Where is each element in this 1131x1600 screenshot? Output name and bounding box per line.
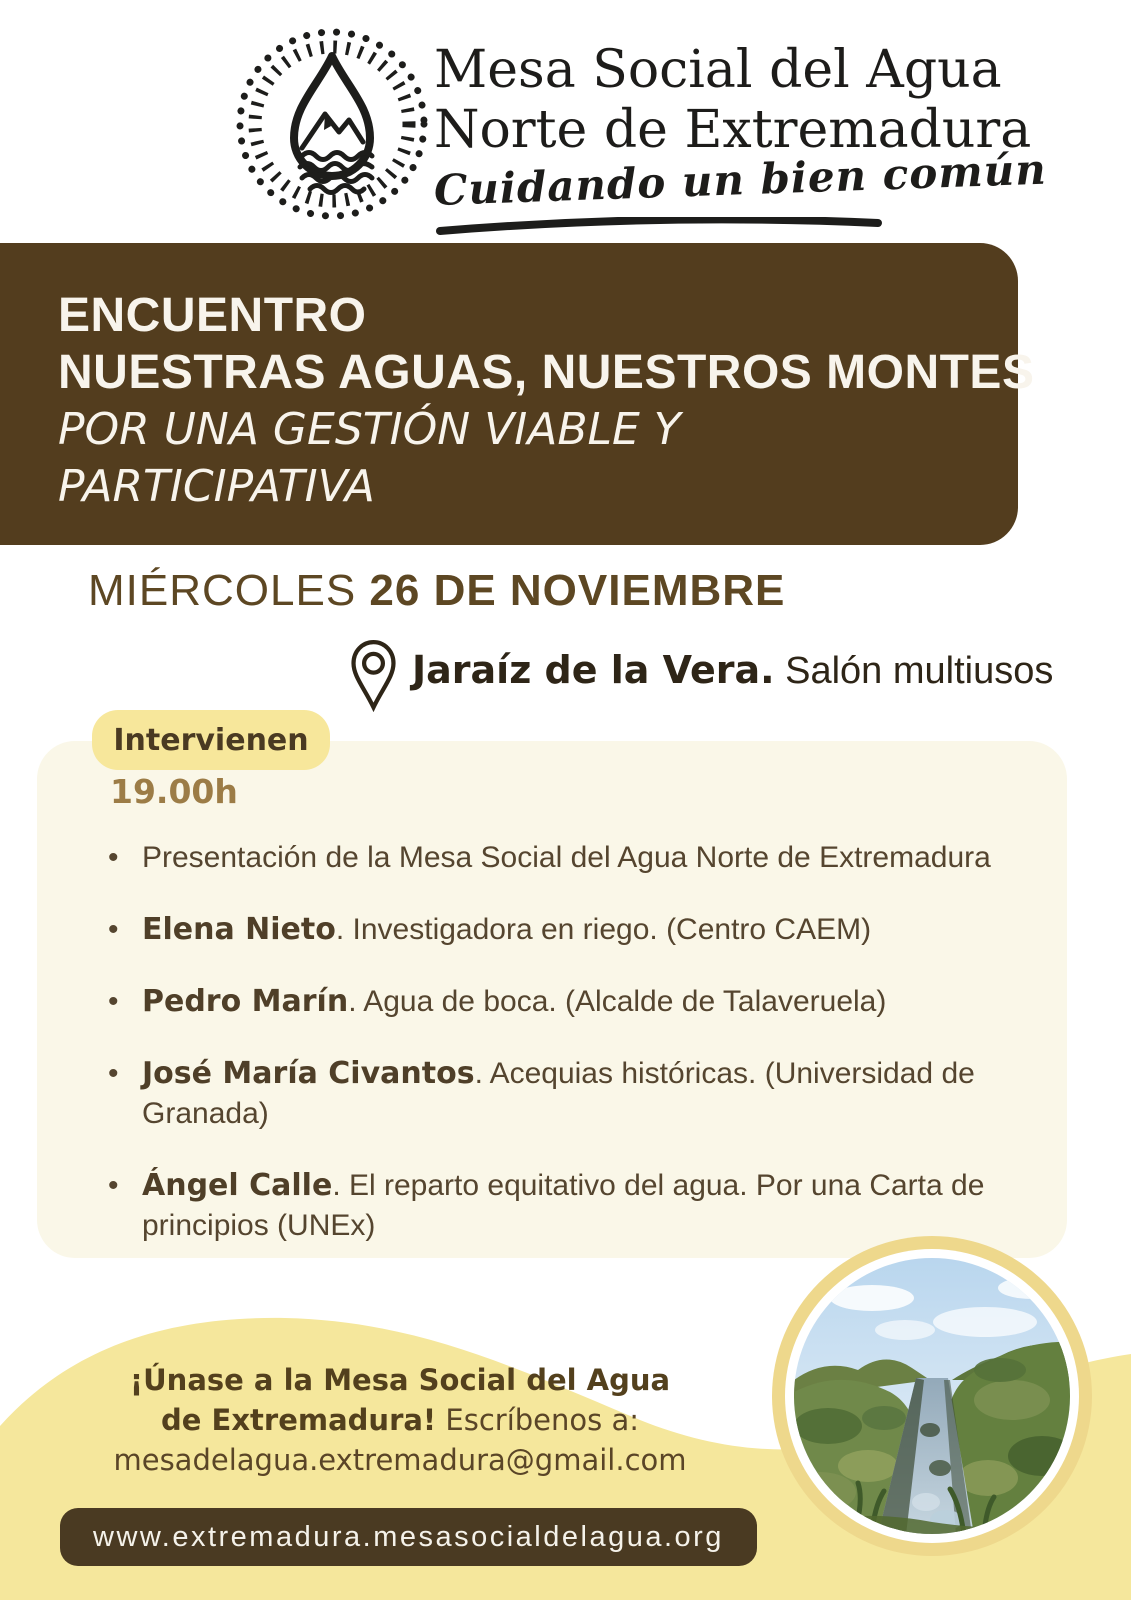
program-item: • José María Civantos. Acequias históricas. (Universidad de Granada) (98, 1054, 1003, 1134)
stream-photo (772, 1236, 1092, 1556)
contact-email[interactable]: mesadelagua.extremadura@gmail.com (113, 1443, 687, 1477)
logo-text-block (434, 40, 1047, 237)
program-item: • Pedro Marín. Agua de boca. (Alcalde de Talaveruela) (98, 982, 1003, 1022)
event-title-banner (0, 243, 1035, 545)
event-location-venue: Salón multiusos (774, 650, 1054, 692)
logo-tagline: Cuidando un bien común (433, 144, 1048, 215)
program-item: • Elena Nieto. Investigadora en riego. (Centro CAEM) (98, 910, 1003, 950)
program-heading-badge: Intervienen (92, 710, 330, 770)
program-start-time: 19.00h (110, 772, 238, 811)
logo-water-drop-community-icon (232, 26, 432, 222)
event-location-town: Jaraíz de la Vera. (412, 648, 775, 692)
location-pin-icon (350, 638, 397, 712)
logo-title-line1: Mesa Social del Agua (434, 40, 1002, 100)
event-date-day: MIÉRCOLES (88, 566, 357, 615)
event-subtitle-line1: POR UNA GESTIÓN VIABLE Y (58, 404, 681, 455)
event-subtitle-line2: PARTICIPATIVA (58, 461, 375, 512)
tagline-underline-swoosh (434, 217, 884, 237)
event-title-line2: NUESTRAS AGUAS, NUESTROS MONTES (58, 346, 1035, 399)
event-date (88, 566, 785, 616)
program-list (98, 838, 1003, 1278)
logo-title-line2: Norte de Extremadura (434, 100, 1032, 160)
join-call-to-action (110, 1360, 690, 1480)
join-text-rest: Escríbenos a: (436, 1403, 639, 1437)
event-location (412, 648, 1053, 693)
website-link-pill[interactable]: www.extremadura.mesasocialdelagua.org (60, 1508, 757, 1566)
join-text-bold: ¡Únase a la Mesa Social del Agua de Extremadura! (129, 1363, 671, 1437)
program-item: • Ángel Calle. El reparto equitativo del agua. Por una Carta de principios (UNEx) (98, 1166, 1003, 1246)
event-date-number: 26 DE NOVIEMBRE (356, 566, 786, 615)
event-title-line1: ENCUENTRO (58, 289, 367, 342)
program-item: • Presentación de la Mesa Social del Agua Norte de Extremadura (98, 838, 1003, 878)
